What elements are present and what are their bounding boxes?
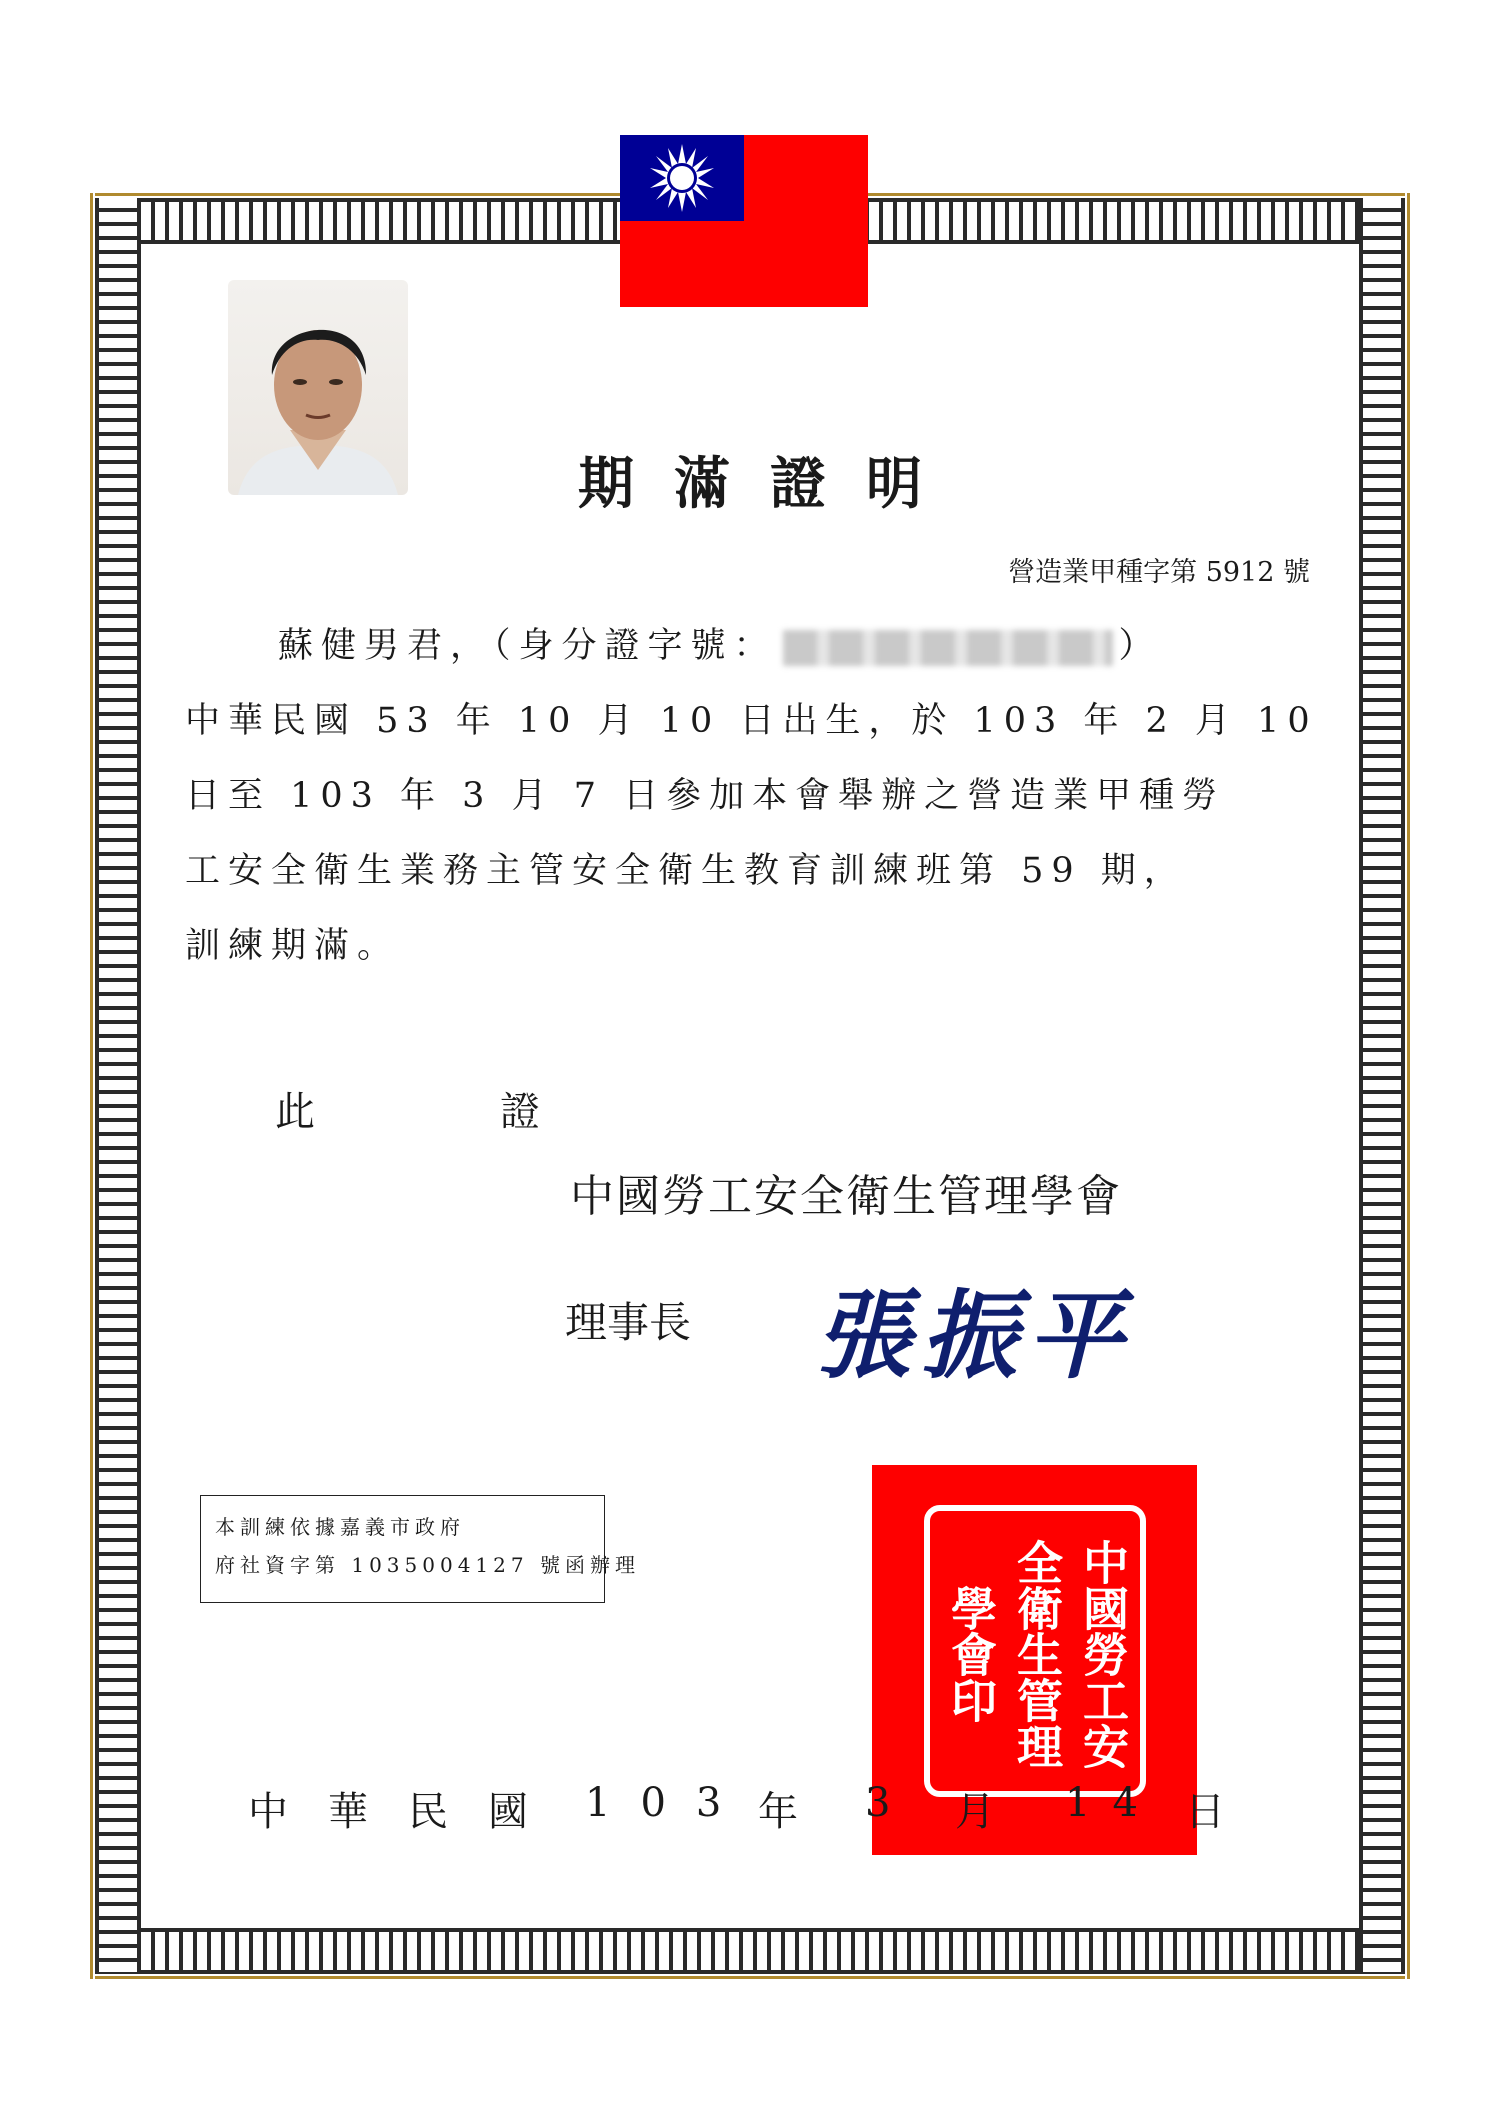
body-line-1 (278, 618, 1162, 668)
body-line-5: 訓練期滿。 (185, 926, 401, 966)
border-bottom (95, 1928, 1405, 1974)
certify-right: 證 (500, 1089, 540, 1135)
chairman-signature: 張振平 (815, 1279, 1133, 1392)
body-line-2: 中華民國 53 年 10 月 10 日出生，於 103 年 2 月 10 (185, 701, 1318, 741)
body-line-4: 工安全衛生業務主管安全衛生教育訓練班第 59 期， (185, 851, 1187, 891)
date-day-unit: 日 (1185, 1789, 1225, 1835)
chairman-title: 理事長 (565, 1298, 692, 1347)
notice-line-2: 府社資字第 1035004127 號函辦理 (215, 1553, 640, 1577)
date-month: 3 (865, 1780, 891, 1826)
id-close-paren: ） (1118, 626, 1162, 666)
document-number: 營造業甲種字第 5912 號 (1008, 557, 1310, 588)
redacted-id-number (783, 630, 1113, 666)
date-era: 中華民國 (248, 1789, 568, 1835)
date-day: 14 (1065, 1780, 1160, 1826)
seal-text: 中國勞工安全衛生管理學會印 (944, 1539, 1130, 1769)
holder-name-text: 蘇健男君，（身分證字號： (278, 626, 777, 666)
notice-line-1: 本訓練依據嘉義市政府 (215, 1515, 465, 1539)
date-year: 103 (585, 1780, 752, 1826)
certify-left: 此 (275, 1089, 315, 1135)
authorization-notice (200, 1495, 640, 1603)
roc-flag-icon (620, 135, 868, 307)
date-month-unit: 月 (955, 1789, 995, 1835)
date-year-unit: 年 (758, 1789, 798, 1835)
flag-canton (620, 135, 744, 221)
organization-name: 中國勞工安全衛生管理學會 (570, 1171, 1122, 1222)
page-title: 期滿證明 (578, 452, 962, 517)
border-gold-bottom (95, 1976, 1405, 1979)
white-sun-icon (620, 135, 744, 221)
body-line-3: 日至 103 年 3 月 7 日參加本會舉辦之營造業甲種勞 (185, 776, 1226, 816)
